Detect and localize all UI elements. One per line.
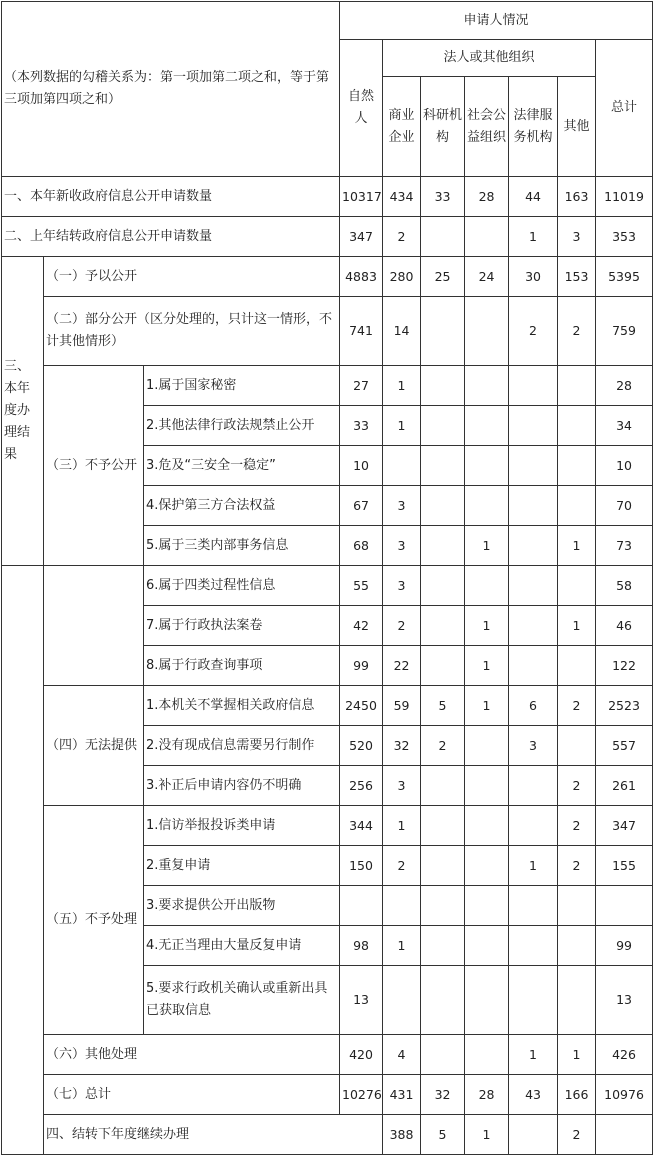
cell — [421, 846, 465, 886]
cell — [558, 486, 596, 526]
cell — [465, 446, 509, 486]
cell: 99 — [596, 926, 653, 966]
cell — [509, 486, 558, 526]
cell: 2 — [383, 846, 421, 886]
table-row — [2, 566, 653, 606]
cell — [509, 1115, 558, 1155]
cell: 353 — [596, 217, 653, 257]
cell: 13 — [596, 966, 653, 1035]
cell: 280 — [383, 257, 421, 297]
cell: 32 — [421, 1075, 465, 1115]
cell: 70 — [596, 486, 653, 526]
cell: 67 — [340, 486, 383, 526]
cell — [509, 446, 558, 486]
applicant-situation-header: 申请人情况 — [340, 2, 653, 40]
row-label: 二、上年结转政府信息公开申请数量 — [2, 217, 340, 257]
cell: 759 — [596, 297, 653, 366]
cell — [421, 217, 465, 257]
cell: 1 — [558, 1035, 596, 1075]
cell: 59 — [383, 686, 421, 726]
cell: 557 — [596, 726, 653, 766]
row-label: （二）部分公开（区分处理的，只计这一情形，不计其他情形） — [44, 297, 340, 366]
cell: 30 — [509, 257, 558, 297]
cell: 58 — [596, 566, 653, 606]
cell: 2 — [509, 297, 558, 366]
cell: 14 — [383, 297, 421, 366]
cell — [421, 1035, 465, 1075]
cell — [421, 766, 465, 806]
cell — [465, 297, 509, 366]
table-row — [2, 1075, 653, 1115]
row-label: 1.信访举报投诉类申请 — [144, 806, 340, 846]
cell — [421, 297, 465, 366]
row-label: 5.属于三类内部事务信息 — [144, 526, 340, 566]
cell: 2 — [421, 726, 465, 766]
cell: 2 — [383, 606, 421, 646]
table-row — [2, 177, 653, 217]
cell: 10317 — [340, 177, 383, 217]
cell: 13 — [340, 966, 383, 1035]
cell: 434 — [383, 177, 421, 217]
cell — [509, 886, 558, 926]
table-row — [2, 806, 653, 846]
cell: 2 — [558, 686, 596, 726]
cell — [596, 886, 653, 926]
cell: 34 — [596, 406, 653, 446]
cell — [421, 446, 465, 486]
table-row — [2, 217, 653, 257]
research-header: 科研机构 — [421, 77, 465, 177]
cell — [509, 526, 558, 566]
cell: 3 — [509, 726, 558, 766]
cell — [465, 406, 509, 446]
cell: 73 — [596, 526, 653, 566]
cell: 2523 — [596, 686, 653, 726]
cell: 1 — [558, 526, 596, 566]
row-label: 2.没有现成信息需要另行制作 — [144, 726, 340, 766]
cell: 5395 — [596, 257, 653, 297]
cell: 1 — [465, 1115, 509, 1155]
row-label: 2.其他法律行政法规禁止公开 — [144, 406, 340, 446]
cell: 43 — [509, 1075, 558, 1115]
cell — [383, 886, 421, 926]
cell — [509, 646, 558, 686]
table-row — [2, 1115, 653, 1155]
cell — [558, 886, 596, 926]
cell — [421, 886, 465, 926]
gov-info-disclosure-table — [1, 1, 653, 1155]
cell: 42 — [340, 606, 383, 646]
cell: 3 — [383, 526, 421, 566]
cell — [558, 566, 596, 606]
cell: 4883 — [340, 257, 383, 297]
cell: 1 — [383, 926, 421, 966]
cell — [421, 806, 465, 846]
row-label: 四、结转下年度继续办理 — [44, 1115, 383, 1155]
cell: 4 — [383, 1035, 421, 1075]
cell: 22 — [383, 646, 421, 686]
row-label: （一）予以公开 — [44, 257, 340, 297]
cell: 10276 — [340, 1075, 383, 1115]
row-label: 2.重复申请 — [144, 846, 340, 886]
row-label: 8.属于行政查询事项 — [144, 646, 340, 686]
cell — [558, 966, 596, 1035]
cell: 431 — [383, 1075, 421, 1115]
table-row — [2, 366, 653, 406]
cell: 46 — [596, 606, 653, 646]
cell — [509, 766, 558, 806]
group-label: （三）不予公开 — [44, 366, 144, 566]
cell — [558, 406, 596, 446]
cell — [596, 1115, 653, 1155]
row-label: 5.要求行政机关确认或重新出具已获取信息 — [144, 966, 340, 1035]
cell — [465, 766, 509, 806]
cell — [558, 726, 596, 766]
social-welfare-header: 社会公益组织 — [465, 77, 509, 177]
cell: 25 — [421, 257, 465, 297]
cell — [421, 366, 465, 406]
row-label: 一、本年新收政府信息公开申请数量 — [2, 177, 340, 217]
cell: 3 — [558, 217, 596, 257]
cell: 44 — [509, 177, 558, 217]
cell: 2 — [558, 297, 596, 366]
row-label: 1.本机关不掌握相关政府信息 — [144, 686, 340, 726]
cell: 150 — [340, 846, 383, 886]
cell — [465, 217, 509, 257]
cell: 2 — [558, 806, 596, 846]
cell: 347 — [596, 806, 653, 846]
natural-person-header: 自然人 — [340, 40, 383, 177]
cell: 10976 — [596, 1075, 653, 1115]
row-label: 3.要求提供公开出版物 — [144, 886, 340, 926]
cell: 1 — [465, 686, 509, 726]
cell: 11019 — [596, 177, 653, 217]
table-row — [2, 257, 653, 297]
table-row — [2, 686, 653, 726]
cell: 122 — [596, 646, 653, 686]
cell: 98 — [340, 926, 383, 966]
cell: 347 — [340, 217, 383, 257]
table-row — [2, 1035, 653, 1075]
cell: 33 — [340, 406, 383, 446]
cell: 520 — [340, 726, 383, 766]
cell: 1 — [509, 846, 558, 886]
cell — [421, 646, 465, 686]
check-note: （本列数据的勾稽关系为：第一项加第二项之和，等于第三项加第四项之和） — [2, 2, 340, 177]
cell: 10 — [596, 446, 653, 486]
row-label: 3.补正后申请内容仍不明确 — [144, 766, 340, 806]
row-label: 1.属于国家秘密 — [144, 366, 340, 406]
cell: 24 — [465, 257, 509, 297]
cell: 1 — [465, 606, 509, 646]
cell — [421, 606, 465, 646]
cell: 6 — [509, 686, 558, 726]
total-header: 总计 — [596, 40, 653, 177]
cell — [558, 446, 596, 486]
cell: 2 — [383, 217, 421, 257]
cell — [465, 566, 509, 606]
cell: 3 — [383, 566, 421, 606]
cell: 28 — [465, 1075, 509, 1115]
cell: 741 — [340, 297, 383, 366]
cell: 166 — [558, 1075, 596, 1115]
cell — [421, 926, 465, 966]
legal-service-header: 法律服务机构 — [509, 77, 558, 177]
cell — [465, 366, 509, 406]
cell: 55 — [340, 566, 383, 606]
cell: 3 — [383, 766, 421, 806]
other-header: 其他 — [558, 77, 596, 177]
cell — [421, 406, 465, 446]
cell: 3 — [383, 486, 421, 526]
cell: 28 — [465, 177, 509, 217]
cell — [509, 366, 558, 406]
cell: 2 — [558, 1115, 596, 1155]
cell — [509, 806, 558, 846]
row-label: 6.属于四类过程性信息 — [144, 566, 340, 606]
cell — [465, 926, 509, 966]
cell: 1 — [383, 406, 421, 446]
cell: 1 — [383, 366, 421, 406]
cell — [558, 926, 596, 966]
cell: 1 — [383, 806, 421, 846]
cell: 1 — [465, 526, 509, 566]
row-label: 4.无正当理由大量反复申请 — [144, 926, 340, 966]
cell: 10 — [340, 446, 383, 486]
cell: 1 — [558, 606, 596, 646]
row-label: 3.危及“三安全一稳定” — [144, 446, 340, 486]
cell — [465, 806, 509, 846]
cell — [421, 966, 465, 1035]
cell: 420 — [340, 1035, 383, 1075]
group-3-continuation — [44, 566, 144, 686]
group-label: （五）不予处理 — [44, 806, 144, 1035]
cell — [465, 886, 509, 926]
cell: 2450 — [340, 686, 383, 726]
cell — [465, 966, 509, 1035]
cell: 2 — [558, 766, 596, 806]
legal-and-other-header: 法人或其他组织 — [383, 40, 596, 77]
cell — [383, 966, 421, 1035]
cell — [509, 926, 558, 966]
cell — [465, 486, 509, 526]
cell — [465, 846, 509, 886]
cell — [509, 606, 558, 646]
cell: 155 — [596, 846, 653, 886]
section-3-continuation — [2, 566, 44, 1155]
row-label: （六）其他处理 — [44, 1035, 340, 1075]
cell — [340, 886, 383, 926]
cell: 1 — [509, 217, 558, 257]
cell: 27 — [340, 366, 383, 406]
cell: 388 — [383, 1115, 421, 1155]
cell: 5 — [421, 1115, 465, 1155]
cell: 99 — [340, 646, 383, 686]
cell: 163 — [558, 177, 596, 217]
cell: 1 — [509, 1035, 558, 1075]
cell: 426 — [596, 1035, 653, 1075]
cell — [509, 966, 558, 1035]
group-label: （四）无法提供 — [44, 686, 144, 806]
cell — [558, 366, 596, 406]
cell — [465, 1035, 509, 1075]
cell: 153 — [558, 257, 596, 297]
section-3-label: 三、本年度办理结果 — [2, 257, 44, 566]
cell: 344 — [340, 806, 383, 846]
cell — [421, 486, 465, 526]
cell: 5 — [421, 686, 465, 726]
row-label: 4.保护第三方合法权益 — [144, 486, 340, 526]
cell — [509, 566, 558, 606]
cell — [558, 646, 596, 686]
cell — [383, 446, 421, 486]
cell — [465, 726, 509, 766]
row-label: （七）总计 — [44, 1075, 340, 1115]
cell: 256 — [340, 766, 383, 806]
cell — [421, 566, 465, 606]
business-header: 商业企业 — [383, 77, 421, 177]
cell — [509, 406, 558, 446]
cell — [421, 526, 465, 566]
cell: 1 — [465, 646, 509, 686]
cell: 32 — [383, 726, 421, 766]
table-row — [2, 297, 653, 366]
cell: 33 — [421, 177, 465, 217]
row-label: 7.属于行政执法案卷 — [144, 606, 340, 646]
cell: 2 — [558, 846, 596, 886]
cell: 261 — [596, 766, 653, 806]
cell: 68 — [340, 526, 383, 566]
cell: 28 — [596, 366, 653, 406]
